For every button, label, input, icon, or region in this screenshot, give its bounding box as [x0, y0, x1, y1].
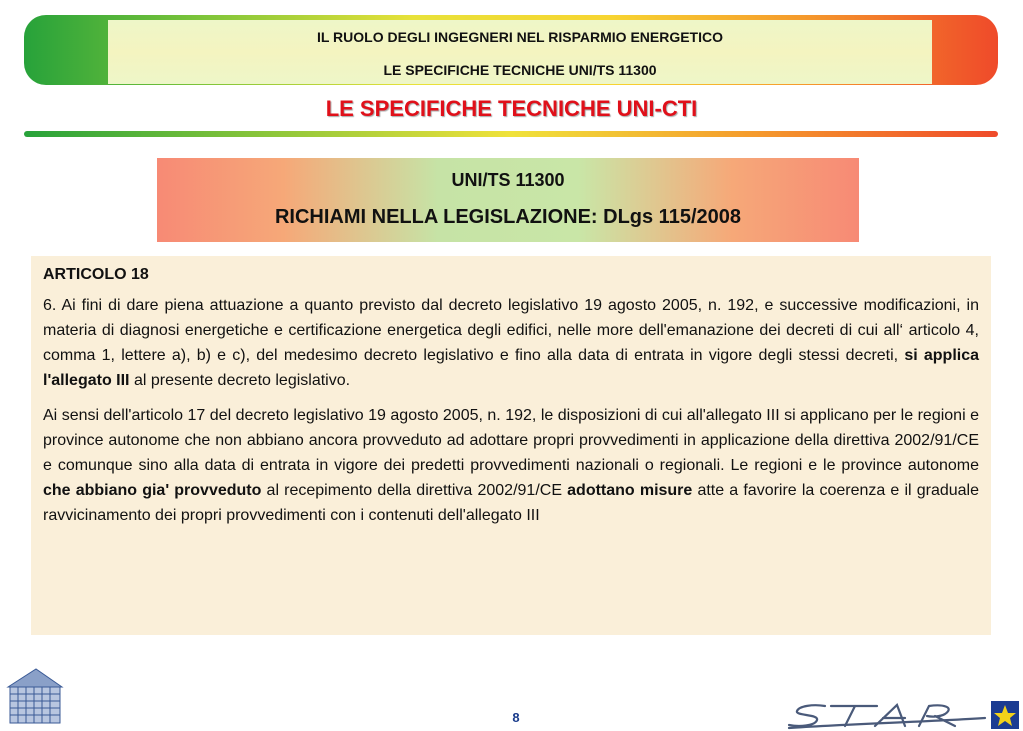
building-logo [6, 665, 64, 725]
article-paragraph-2 [43, 403, 979, 528]
section-header-box [157, 158, 859, 242]
p1-text-end: al presente decreto legislativo. [129, 372, 351, 389]
p2-text-mid: al recepimento della direttiva 2002/91/CE [261, 482, 568, 499]
article-heading: ARTICOLO 18 [43, 266, 149, 283]
slide-title: LE SPECIFICHE TECNICHE UNI-CTI [325, 96, 698, 121]
p1-bold-text: si applica l'allegato III [43, 347, 980, 389]
page-number: 8 [512, 710, 520, 725]
p2-text-end: atte a favorire la coerenza e il graduale ravvicinamento dei propri provvedimenti con i contenuti dell'allegato III [43, 482, 979, 524]
section-header-line2: RICHIAMI NELLA LEGISLAZIONE: DLgs 115/2008 [274, 206, 741, 228]
header-title-line1: IL RUOLO DEGLI INGEGNERI NEL RISPARMIO ENERGETICO [316, 29, 724, 45]
title-divider [24, 131, 998, 137]
article-text-box [31, 256, 991, 635]
star-logo [785, 700, 1020, 730]
header-title-line2: LE SPECIFICHE TECNICHE UNI/TS 11300 [383, 62, 657, 78]
p1-text-start: 6. Ai fini di dare piena attuazione a quanto previsto dal decreto legislativo 19 agosto 2005, n. 192, e successive modificazioni, in materia di diagnosi energetiche e certificazione energetica degli edifici, nelle more dell'emanazione dei decreti di cui all‘ articolo 4, comma 1, lettere a), b) e c), del medesimo decreto legislativo e fino alla data di entrata in vigore degli stessi decreti, [43, 297, 979, 364]
section-header-line1: UNI/TS 11300 [451, 170, 565, 190]
article-paragraph-1 [43, 293, 979, 393]
header-title-panel [108, 20, 932, 84]
p2-bold-text-2: adottano misure [567, 482, 693, 499]
p2-bold-text-1: che abbiano gia' provveduto [43, 482, 262, 499]
p2-text-start: Ai sensi dell'articolo 17 del decreto legislativo 19 agosto 2005, n. 192, le disposizioni di cui all'allegato III si applicano per le regioni e province autonome che non abbiano ancora provveduto ad adottare propri provvedimenti in applicazione della direttiva 2002/91/CE e comunque sino alla data di entrata in vigore dei predetti provvedimenti nazionali o regionali. Le regioni e le province autonome [43, 407, 979, 474]
